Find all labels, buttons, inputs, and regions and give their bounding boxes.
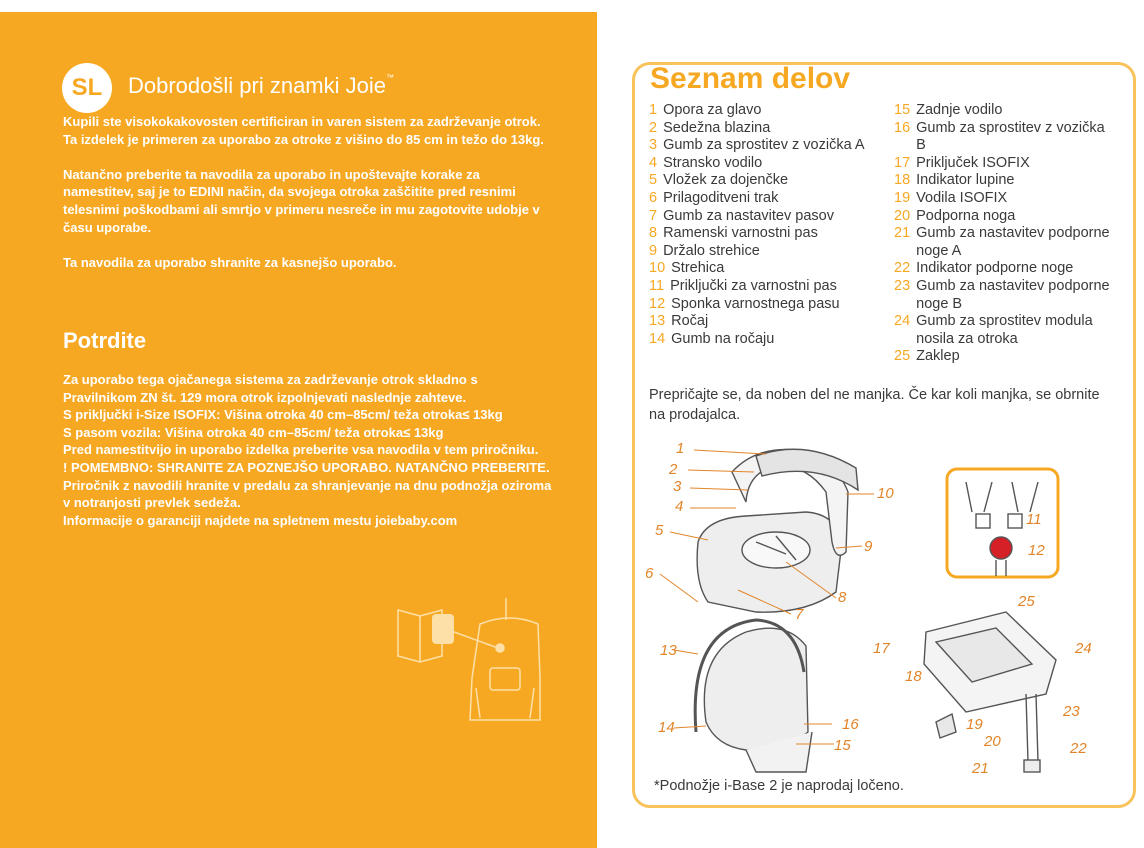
diagram-label: 8 bbox=[838, 589, 847, 606]
diagram-label: 17 bbox=[873, 640, 890, 657]
part-name: Držalo strehice bbox=[663, 242, 760, 259]
part-item bbox=[649, 225, 881, 243]
confirm-heading: Potrdite bbox=[63, 328, 147, 353]
diagram-label: 15 bbox=[834, 737, 851, 754]
part-name: Indikator podporne noge bbox=[916, 260, 1074, 277]
diagram-label: 2 bbox=[669, 461, 678, 478]
confirm-line: S pasom vozila: Višina otroka 40 cm–85cm/ teža otroka≤ 13kg bbox=[63, 424, 444, 440]
part-name: Vložek za dojenčke bbox=[663, 172, 789, 189]
part-item bbox=[894, 278, 1116, 313]
part-number: 25 bbox=[894, 348, 911, 365]
diagram-label: 21 bbox=[972, 760, 989, 777]
confirm-line: S priključki i-Size ISOFIX: Višina otroka 40 cm–85cm/ teža otroka≤ 13kg bbox=[63, 407, 503, 423]
part-number: 14 bbox=[649, 330, 666, 347]
confirm-line: Informacije o garanciji najdete na spletnem mestu joiebaby.com bbox=[63, 512, 458, 528]
parts-diagram bbox=[636, 432, 1126, 777]
parts-column-1 bbox=[649, 102, 881, 348]
part-item bbox=[894, 208, 1116, 226]
part-name: Sedežna blazina bbox=[663, 119, 771, 136]
diagram-label: 11 bbox=[1026, 511, 1042, 528]
part-item bbox=[649, 296, 881, 314]
diagram-label: 10 bbox=[877, 485, 894, 502]
parts-title: Seznam delov bbox=[650, 62, 851, 95]
diagram-label: 1 bbox=[676, 440, 685, 457]
diagram-label: 18 bbox=[905, 668, 922, 685]
part-number: 7 bbox=[649, 207, 658, 224]
part-name: Gumb za sprostitev z vozička A bbox=[663, 137, 865, 154]
language-badge: SL bbox=[62, 63, 112, 113]
part-name: Opora za glavo bbox=[663, 102, 762, 118]
part-item bbox=[649, 243, 881, 261]
part-number: 15 bbox=[894, 102, 911, 118]
part-item bbox=[894, 102, 1116, 120]
part-name: Gumb za nastavitev podporne noge B bbox=[916, 277, 1110, 312]
part-name: Priključek ISOFIX bbox=[916, 154, 1030, 171]
part-number: 17 bbox=[894, 154, 911, 171]
part-number: 19 bbox=[894, 189, 911, 206]
part-name: Strehica bbox=[671, 260, 725, 277]
part-name: Stransko vodilo bbox=[663, 154, 763, 171]
welcome-text: Dobrodošli pri znamki Joie bbox=[128, 73, 386, 98]
part-item bbox=[649, 120, 881, 138]
intro-paragraph: Kupili ste visokokakovosten certificiran in varen sistem za zadrževanje otrok. Ta izdelek je primeren za uporabo za otroke z višino do 85 cm in težo do 13kg. bbox=[63, 114, 544, 147]
part-name: Priključki za varnostni pas bbox=[670, 277, 837, 294]
part-item bbox=[649, 155, 881, 173]
diagram-label: 19 bbox=[966, 716, 983, 733]
part-number: 9 bbox=[649, 242, 658, 259]
welcome-title bbox=[128, 73, 394, 99]
diagram-label: 14 bbox=[658, 719, 675, 736]
part-number: 13 bbox=[649, 313, 666, 330]
part-number: 18 bbox=[894, 172, 911, 189]
info-icon bbox=[432, 614, 454, 644]
diagram-label: 3 bbox=[673, 478, 682, 495]
top-strip bbox=[0, 0, 597, 12]
manual-storage-illustration bbox=[380, 598, 560, 728]
part-item bbox=[894, 172, 1116, 190]
diagram-label: 23 bbox=[1063, 703, 1080, 720]
diagram-label: 12 bbox=[1028, 542, 1045, 559]
confirm-line: Pred namestitvijo in uporabo izdelka preberite vsa navodila v tem priročniku. bbox=[63, 442, 539, 458]
part-name: Ročaj bbox=[671, 313, 709, 330]
part-name: Gumb za sprostitev z vozička B bbox=[916, 119, 1105, 154]
diagram-label: 25 bbox=[1018, 593, 1035, 610]
part-number: 20 bbox=[894, 207, 911, 224]
diagram-label: 5 bbox=[655, 522, 664, 539]
part-name: Podporna noga bbox=[916, 207, 1016, 224]
part-item bbox=[649, 137, 881, 155]
trademark-mark: ™ bbox=[386, 73, 394, 82]
diagram-label: 4 bbox=[675, 498, 684, 515]
part-name: Gumb za nastavitev pasov bbox=[663, 207, 834, 224]
part-item bbox=[894, 260, 1116, 278]
part-name: Indikator lupine bbox=[916, 172, 1015, 189]
confirm-text bbox=[63, 371, 553, 529]
diagram-label: 13 bbox=[660, 642, 677, 659]
part-name: Zadnje vodilo bbox=[916, 102, 1003, 118]
part-number: 23 bbox=[894, 277, 911, 294]
intro-paragraph: Natančno preberite ta navodila za uporabo in upoštevajte korake za namestitev, saj je to EDINI način, da svojega otroka zaščitite pred resnimi telesnimi poškodbami ali smrtjo v primeru nesreče in mu zagotovite udobje v času uporabe. bbox=[63, 166, 540, 235]
diagram-label: 7 bbox=[795, 606, 804, 623]
part-name: Sponka varnostnega pasu bbox=[671, 295, 840, 312]
part-item bbox=[894, 190, 1116, 208]
confirm-line: Za uporabo tega ojačanega sistema za zadrževanje otrok skladno s Pravilnikom ZN št. 129 mora otrok izpolnjevati naslednje zahteve. bbox=[63, 372, 478, 405]
part-name: Vodila ISOFIX bbox=[916, 189, 1008, 206]
car-seat-illustration bbox=[697, 449, 858, 612]
part-number: 8 bbox=[649, 225, 658, 242]
part-item bbox=[649, 331, 881, 349]
part-item bbox=[894, 155, 1116, 173]
part-item bbox=[649, 208, 881, 226]
diagram-label: 6 bbox=[645, 565, 654, 582]
part-item bbox=[649, 278, 881, 296]
part-number: 3 bbox=[649, 137, 658, 154]
confirm-line: ! POMEMBNO: SHRANITE ZA POZNEJŠO UPORABO. NATANČNO PREBERITE. bbox=[63, 459, 550, 475]
part-item bbox=[894, 348, 1116, 366]
diagram-label: 16 bbox=[842, 716, 859, 733]
part-item bbox=[649, 260, 881, 278]
part-item bbox=[649, 190, 881, 208]
part-number: 2 bbox=[649, 119, 658, 136]
parts-column-2 bbox=[894, 102, 1116, 366]
part-number: 16 bbox=[894, 119, 911, 136]
part-number: 24 bbox=[894, 313, 911, 330]
confirm-line: Priročnik z navodili hranite v predalu za shranjevanje na dnu podnožja oziroma v notranjosti prevlek sedeža. bbox=[63, 477, 552, 511]
missing-parts-note: Prepričajte se, da noben del ne manjka. Če kar koli manjka, se obrnite na prodajalca. bbox=[649, 387, 1100, 423]
part-number: 4 bbox=[649, 154, 658, 171]
intro-paragraph: Ta navodila za uporabo shranite za kasnejšo uporabo. bbox=[63, 254, 397, 270]
diagram-label: 22 bbox=[1070, 740, 1087, 757]
part-number: 22 bbox=[894, 260, 911, 277]
diagram-label: 20 bbox=[984, 733, 1001, 750]
part-name: Gumb na ročaju bbox=[671, 330, 775, 347]
part-item bbox=[649, 102, 881, 120]
part-number: 21 bbox=[894, 225, 911, 242]
part-item bbox=[649, 172, 881, 190]
part-number: 1 bbox=[649, 102, 658, 118]
footnote: *Podnožje i-Base 2 je naprodaj ločeno. bbox=[654, 778, 904, 794]
part-number: 10 bbox=[649, 260, 666, 277]
part-item bbox=[894, 225, 1116, 260]
part-item bbox=[894, 313, 1116, 348]
part-item bbox=[894, 120, 1116, 155]
part-name: Gumb za sprostitev modula nosila za otroka bbox=[916, 313, 1093, 347]
part-number: 11 bbox=[649, 277, 665, 294]
diagram-label: 24 bbox=[1075, 640, 1092, 657]
part-name: Gumb za nastavitev podporne noge A bbox=[916, 225, 1110, 259]
part-name: Ramenski varnostni pas bbox=[663, 225, 818, 242]
part-number: 12 bbox=[649, 295, 666, 312]
part-number: 5 bbox=[649, 172, 658, 189]
carrier-side-illustration bbox=[695, 620, 812, 772]
part-name: Zaklep bbox=[916, 348, 960, 365]
part-number: 6 bbox=[649, 189, 658, 206]
part-item bbox=[649, 313, 881, 331]
diagram-label: 9 bbox=[864, 538, 873, 555]
part-name: Prilagoditveni trak bbox=[663, 189, 779, 206]
intro-text bbox=[63, 113, 553, 271]
